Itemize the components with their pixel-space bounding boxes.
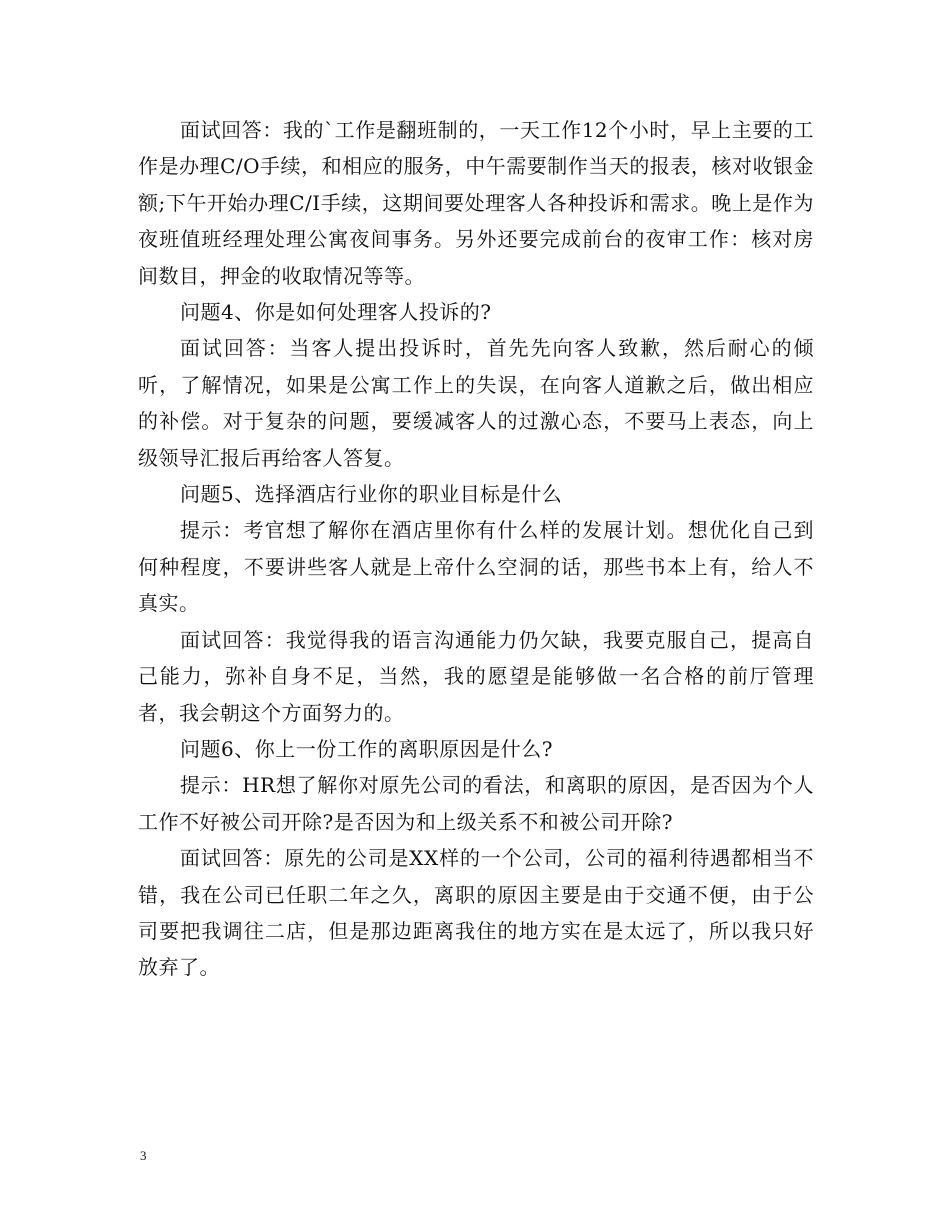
paragraph-question-4: 问题4、你是如何处理客人投诉的? [180, 300, 492, 325]
paragraph-answer-complaints: 面试回答：当客人提出投诉时，首先先向客人致歉，然后耐心的倾听，了解情况，如果是公寓工作上的失误，在向客人道歉之后，做出相应的补偿。对于复杂的问题，要缓减客人的过激心态，不要马上表态，向上级领导汇报后再给客人答复。 [138, 336, 814, 470]
paragraph-answer-work-schedule: 面试回答：我的`工作是翻班制的，一天工作12个小时，早上主要的工作是办理C/O手续，和相应的服务，中午需要制作当天的报表，核对收银金额;下午开始办理C/I手续，这期间要处理客人各种投诉和需求。晚上是作为夜班值班经理处理公寓夜间事务。另外还要完成前台的夜审工作：核对房间数目，押金的收取情况等等。 [138, 118, 814, 288]
paragraph-question-6: 问题6、你上一份工作的离职原因是什么? [180, 736, 553, 761]
paragraph-hint-leaving-reason: 提示：HR想了解你对原先公司的看法，和离职的原因，是否因为个人工作不好被公司开除?是否因为和上级关系不和被公司开除? [138, 773, 814, 834]
document-body [138, 112, 814, 986]
paragraph-answer-career-goal: 面试回答：我觉得我的语言沟通能力仍欠缺，我要克服自己，提高自己能力，弥补自身不足，当然，我的愿望是能够做一名合格的前厅管理者，我会朝这个方面努力的。 [138, 627, 814, 725]
paragraph-question-5: 问题5、选择酒店行业你的职业目标是什么 [180, 482, 563, 507]
paragraph-hint-career-goal: 提示：考官想了解你在酒店里你有什么样的发展计划。想优化自己到何种程度，不要讲些客人就是上帝什么空洞的话，那些书本上有，给人不真实。 [138, 518, 814, 616]
paragraph-answer-leaving-reason: 面试回答：原先的公司是XX样的一个公司，公司的福利待遇都相当不错，我在公司已任职二年之久，离职的原因主要是由于交通不便，由于公司要把我调往二店，但是那边距离我住的地方实在是太远了，所以我只好放弃了。 [138, 846, 814, 980]
page-number: 3 [140, 1148, 147, 1163]
